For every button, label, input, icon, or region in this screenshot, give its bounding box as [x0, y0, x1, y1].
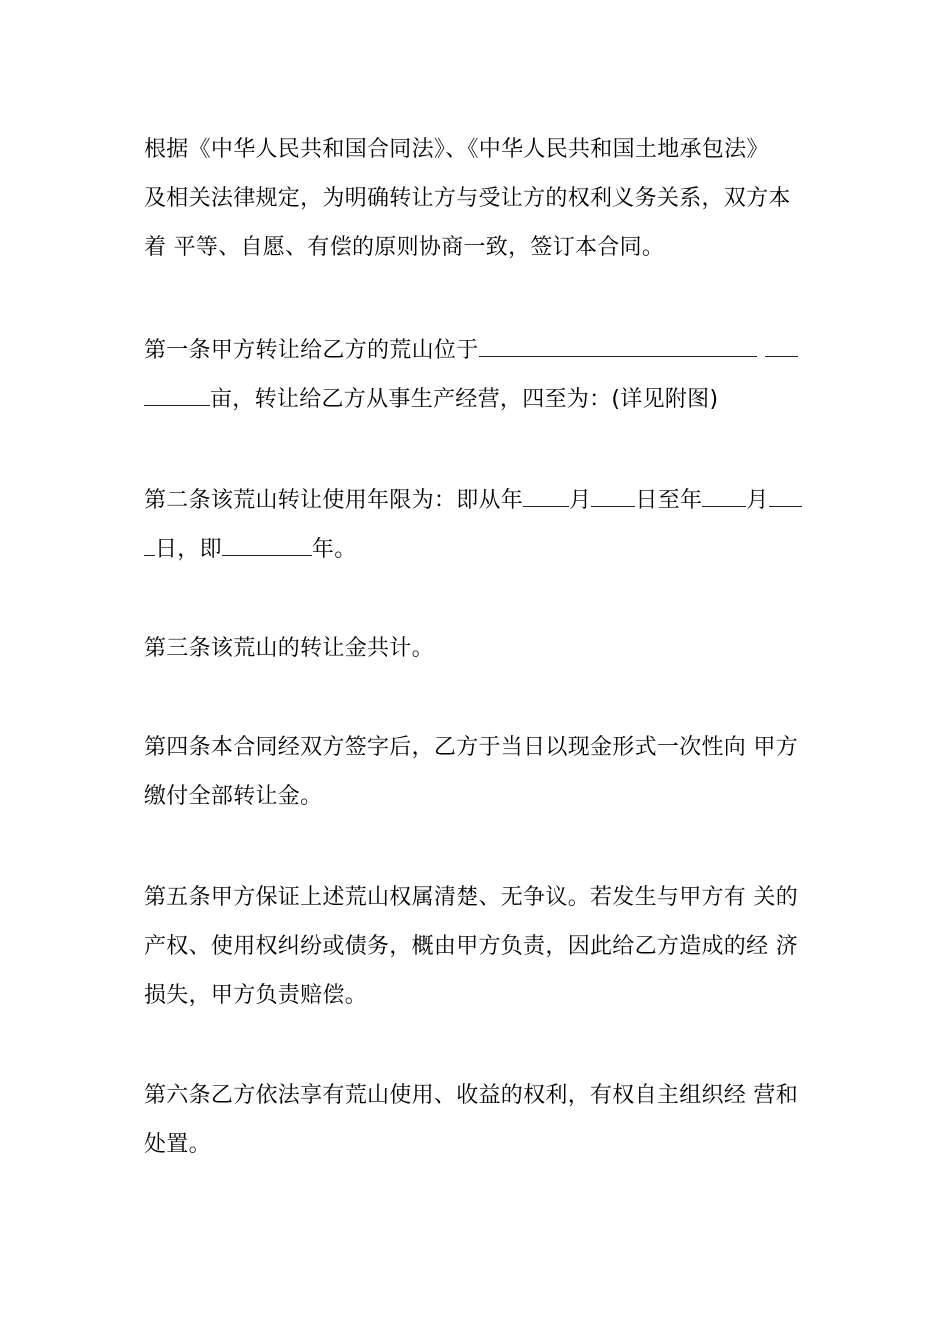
intro-line-2: 及相关法律规定，为明确转让方与受让方的权利义务关系，双方本 [144, 186, 791, 211]
end-day-blank-continued [144, 533, 155, 556]
article-2 [144, 484, 809, 582]
years-label: 年。 [311, 537, 357, 562]
start-month-blank [523, 484, 569, 507]
article-5-line-1: 第五条甲方保证上述荒山权属清楚、无争议。若发生与甲方有 关的 [144, 885, 798, 910]
article-4-line-1: 第四条本合同经双方签字后，乙方于当日以现金形式一次性向 甲方 [144, 735, 798, 760]
article-6-line-1: 第六条乙方依法享有荒山使用、收益的权利，有权自主组织经 营和 [144, 1083, 798, 1108]
article-2-line-2 [144, 533, 809, 582]
end-day-blank [769, 484, 802, 507]
article-6-line-2: 处置。 [144, 1132, 211, 1157]
article-5-line-2: 产权、使用权纠纷或债务，概由甲方负责，因此给乙方造成的经 济 [144, 934, 798, 959]
article-5-line-3: 损失，甲方负责赔偿。 [144, 983, 368, 1008]
article-4-line-2: 缴付全部转让金。 [144, 784, 323, 809]
intro-line-3: 着 平等、自愿、有偿的原则协商一致，签订本合同。 [144, 235, 665, 260]
article-2-text-3: 日，即 [155, 537, 222, 562]
article-1 [144, 334, 809, 432]
article-1-text-1: 第一条甲方转让给乙方的荒山位于 [144, 338, 479, 363]
article-5 [144, 883, 809, 1030]
month-label-1: 月 [569, 488, 592, 513]
end-month-blank [702, 484, 746, 507]
article-4 [144, 733, 809, 831]
article-2-line-1 [144, 484, 809, 533]
location-blank [479, 334, 757, 357]
start-day-blank [591, 484, 635, 507]
years-blank [222, 533, 312, 556]
month-label-2: 月 [746, 488, 769, 513]
article-2-text-1: 第二条该荒山转让使用年限为：即从年 [144, 488, 524, 513]
article-1-line-1 [144, 334, 809, 383]
article-1-text-2: 亩，转让给乙方从事生产经营，四至为：(详见附图) [210, 387, 719, 412]
intro-line-1: 根据《中华人民共和国合同法》、《中华人民共和国土地承包法》 [144, 137, 769, 162]
article-6 [144, 1081, 809, 1179]
article-1-line-2 [144, 383, 809, 432]
location-blank-continued [765, 334, 798, 357]
article-3-line-1: 第三条该荒山的转让金共计。 [144, 636, 434, 661]
area-blank [144, 383, 210, 406]
intro-paragraph [144, 135, 809, 282]
article-2-text-2: 日至年 [635, 488, 703, 513]
article-3 [144, 634, 809, 683]
